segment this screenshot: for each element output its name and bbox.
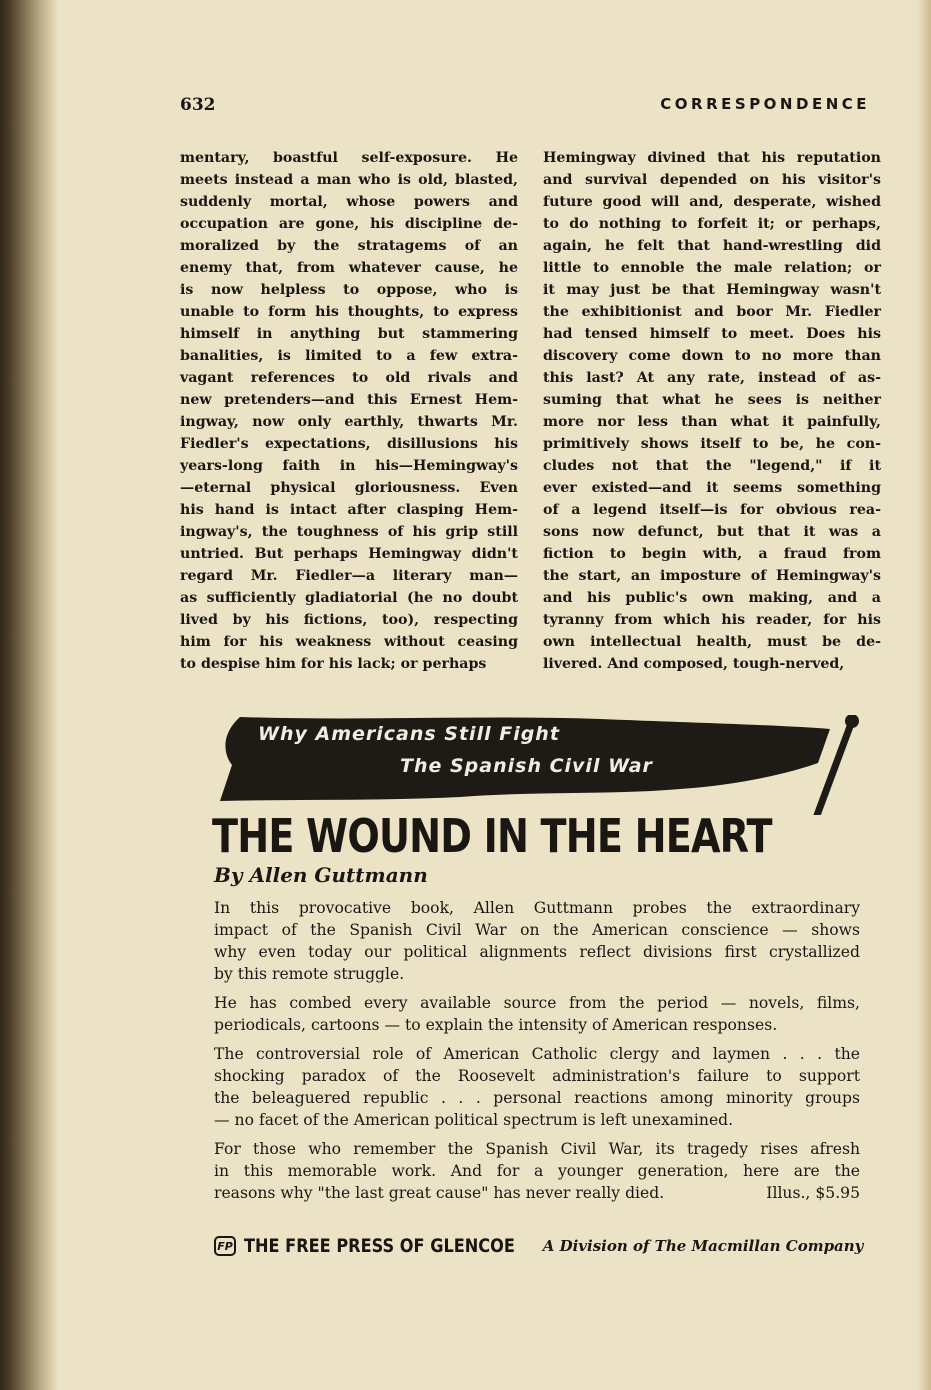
- text-line: cludes not that the "legend," if it: [543, 458, 881, 474]
- ad-text-line: why even today our political alignments reflect divisions first crystallized: [214, 943, 860, 961]
- ad-text-line: He has combed every available source from the period — novels, films,: [214, 994, 860, 1012]
- text-line: Fiedler's expectations, disillusions his: [180, 436, 518, 452]
- text-line: occupation are gone, his discipline de-: [180, 216, 518, 232]
- text-line: to despise him for his lack; or perhaps: [180, 656, 487, 672]
- text-line: sons now defunct, but that it was a: [543, 524, 881, 540]
- text-line: the start, an imposture of Hemingway's: [543, 568, 881, 584]
- publisher-name: THE FREE PRESS OF GLENCOE: [244, 1235, 515, 1257]
- text-line: enemy that, from whatever cause, he: [180, 260, 518, 276]
- text-line: banalities, is limited to a few extra-: [180, 348, 518, 364]
- ad-closing-line: [214, 1182, 860, 1204]
- text-line: him for his weakness without ceasing: [180, 634, 518, 650]
- text-line: ingway, now only earthly, thwarts Mr.: [180, 414, 518, 430]
- ad-paragraph: [214, 897, 860, 985]
- text-line: and survival depended on his visitor's: [543, 172, 881, 188]
- text-line: future good will and, desperate, wished: [543, 194, 881, 210]
- banner-line-2: The Spanish Civil War: [400, 755, 653, 777]
- text-line: again, he felt that hand-wrestling did: [543, 238, 881, 254]
- text-line: the exhibitionist and boor Mr. Fiedler: [543, 304, 881, 320]
- paragraph-gap: [214, 1131, 860, 1138]
- page-number: 632: [180, 95, 216, 115]
- left-text-column: [180, 147, 518, 675]
- page-binding-shadow: [0, 0, 58, 1390]
- text-line: vagant references to old rivals and: [180, 370, 518, 386]
- text-line: this last? At any rate, instead of as-: [543, 370, 881, 386]
- text-line: regard Mr. Fiedler—a literary man—: [180, 568, 518, 584]
- ad-text-line: shocking paradox of the Roosevelt administration's failure to support: [214, 1067, 860, 1085]
- text-line: is now helpless to oppose, who is: [180, 282, 518, 298]
- text-line: —eternal physical gloriousness. Even: [180, 480, 518, 496]
- ad-text-line: The controversial role of American Catholic clergy and laymen . . . the: [214, 1045, 860, 1063]
- right-text-column: [543, 147, 881, 675]
- ad-paragraph: [214, 1138, 860, 1204]
- text-line: more nor less than what it painfully,: [543, 414, 881, 430]
- running-head: CORRESPONDENCE: [660, 95, 870, 113]
- ad-text-line: the beleaguered republic . . . personal reactions among minority groups: [214, 1089, 860, 1107]
- text-line: had tensed himself to meet. Does his: [543, 326, 881, 342]
- text-line: his hand is intact after clasping Hem-: [180, 502, 518, 518]
- text-line: ingway's, the toughness of his grip still: [180, 524, 518, 540]
- book-author: By Allen Guttmann: [214, 863, 428, 887]
- text-line: own intellectual health, must be de-: [543, 634, 881, 650]
- text-line: of a legend itself—is for obvious rea-: [543, 502, 881, 518]
- text-line: it may just be that Hemingway wasn't: [543, 282, 881, 298]
- text-line: as sufficiently gladiatorial (he no doubt: [180, 590, 518, 606]
- book-advertisement: [180, 715, 880, 1275]
- text-line: years-long faith in his—Hemingway's: [180, 458, 518, 474]
- ad-paragraph: [214, 992, 860, 1036]
- paragraph-gap: [214, 985, 860, 992]
- text-line: mentary, boastful self-exposure. He: [180, 150, 518, 166]
- text-line: moralized by the stratagems of an: [180, 238, 518, 254]
- ad-text-line: — no facet of the American political spectrum is left unexamined.: [214, 1111, 734, 1129]
- ad-body-text: [214, 897, 860, 1204]
- free-press-logo-icon: FP: [214, 1236, 236, 1256]
- text-line: primitively shows itself to be, he con-: [543, 436, 881, 452]
- ad-text-line: For those who remember the Spanish Civil War, its tragedy rises afresh: [214, 1140, 860, 1158]
- text-line: himself in anything but stammering: [180, 326, 518, 342]
- text-line: ever existed—and it seems something: [543, 480, 881, 496]
- ad-paragraph: [214, 1043, 860, 1131]
- book-title: THE WOUND IN THE HEART: [212, 809, 772, 863]
- paragraph-gap: [214, 1036, 860, 1043]
- text-line: livered. And composed, tough-nerved,: [543, 656, 845, 672]
- text-line: fiction to begin with, a fraud from: [543, 546, 881, 562]
- text-line: unable to form his thoughts, to express: [180, 304, 518, 320]
- ad-text-line: periodicals, cartoons — to explain the intensity of American responses.: [214, 1016, 778, 1034]
- text-line: to do nothing to forfeit it; or perhaps,: [543, 216, 881, 232]
- text-line: tyranny from which his reader, for his: [543, 612, 881, 628]
- publisher-line: [214, 1235, 864, 1257]
- text-line: discovery come down to no more than: [543, 348, 881, 364]
- ad-text-line: in this memorable work. And for a younger generation, here are the: [214, 1162, 860, 1180]
- banner-line-1: Why Americans Still Fight: [258, 723, 560, 745]
- ad-text-line: by this remote struggle.: [214, 965, 405, 983]
- ad-text-line: In this provocative book, Allen Guttmann probes the extraordinary: [214, 899, 860, 917]
- ad-text-line: impact of the Spanish Civil War on the American conscience — shows: [214, 921, 860, 939]
- text-line: little to ennoble the male relation; or: [543, 260, 881, 276]
- text-line: meets instead a man who is old, blasted,: [180, 172, 518, 188]
- text-line: suddenly mortal, whose powers and: [180, 194, 518, 210]
- publisher-division: A Division of The Macmillan Company: [542, 1237, 864, 1255]
- text-line: untried. But perhaps Hemingway didn't: [180, 546, 518, 562]
- book-price: Illus., $5.95: [766, 1184, 860, 1202]
- text-line: lived by his fictions, too), respecting: [180, 612, 518, 628]
- text-line: new pretenders—and this Ernest Hem-: [180, 392, 518, 408]
- page-edge: [917, 0, 931, 1390]
- text-line: Hemingway divined that his reputation: [543, 150, 881, 166]
- text-line: and his public's own making, and a: [543, 590, 881, 606]
- ad-closing-text: reasons why "the last great cause" has never really died.: [214, 1184, 665, 1202]
- text-line: suming that what he sees is neither: [543, 392, 881, 408]
